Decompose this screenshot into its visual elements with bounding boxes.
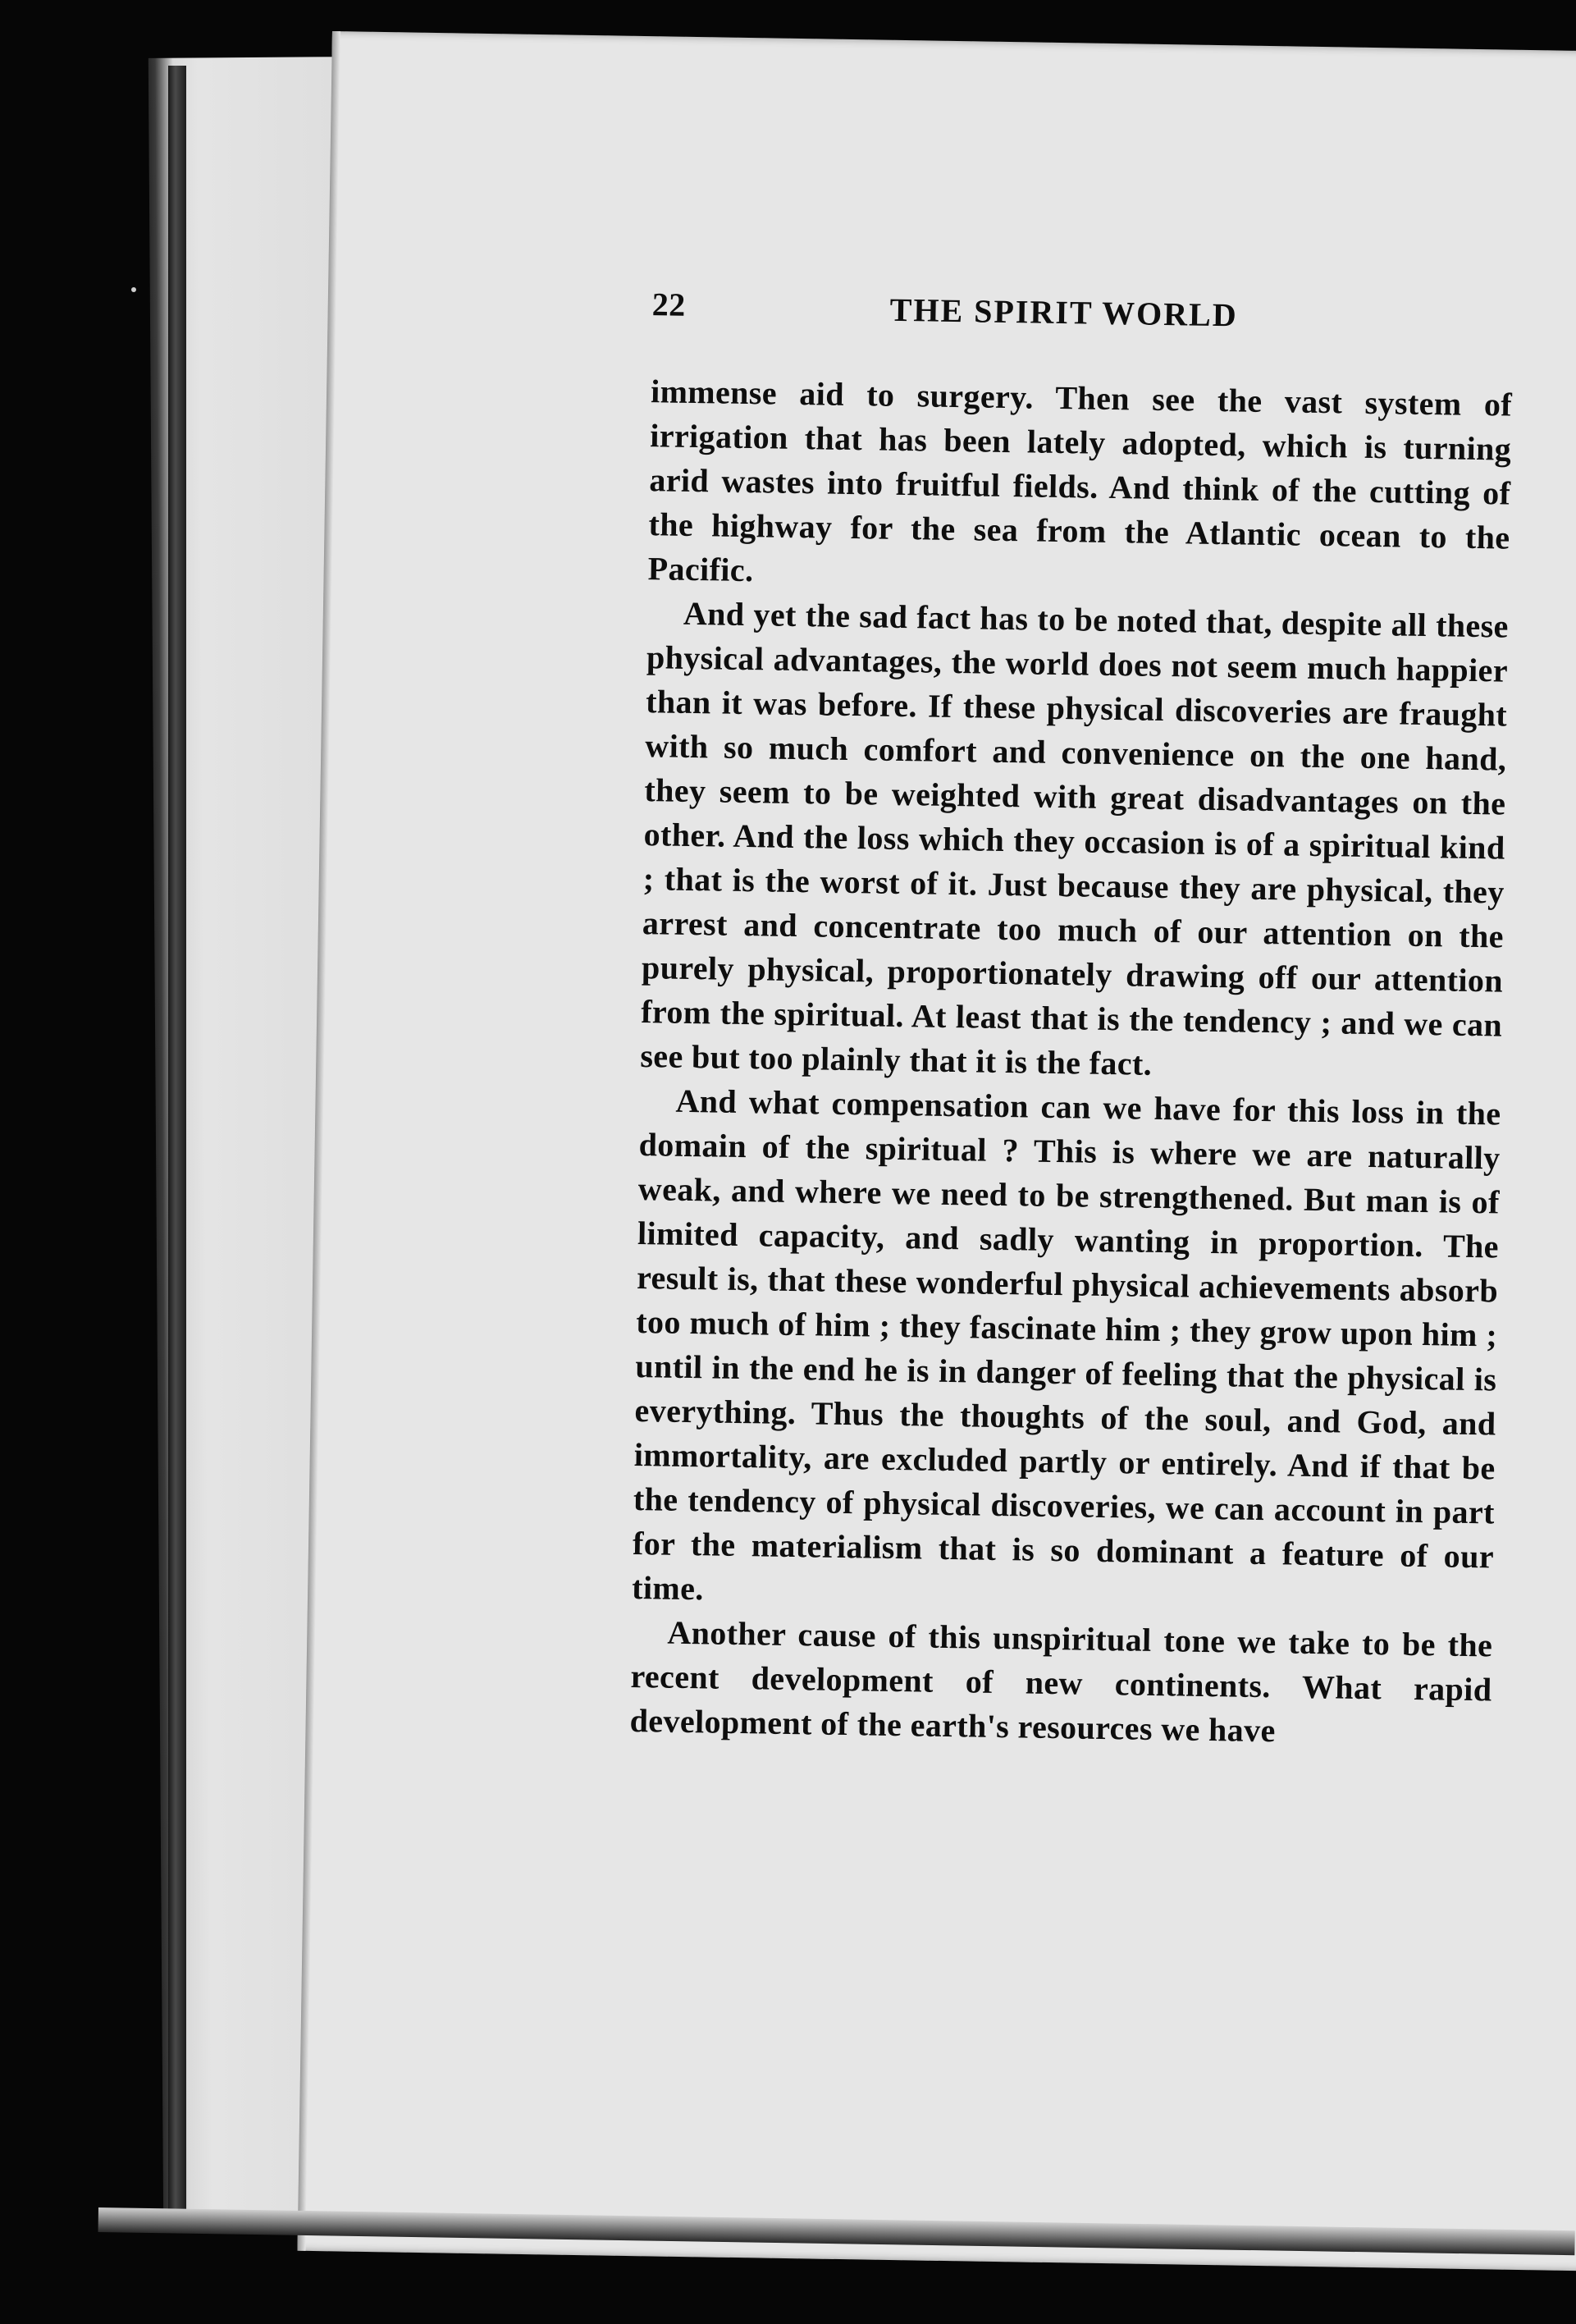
dust-speck xyxy=(131,287,136,292)
paragraph: And yet the sad fact has to be noted that, despite all these physical advantages, the world does not seem much happier than it was before. If these physical discoveries are fraught with so much comfort and convenience on the one hand, they seem to be weighted with great disadvantages on the other. And the loss which they occasion is of a spiritual kind ; that is the worst of it. Just because they are physical, they arrest and concentrate too much of our attention on the purely physical, proportionately drawing off our attention from the spiritual. At least that is the tendency ; and we can see but too plainly that it is the fact. xyxy=(640,594,1510,1082)
book-binding xyxy=(168,66,186,2216)
running-title: THE SPIRIT WORLD xyxy=(889,290,1239,334)
running-head xyxy=(651,282,1514,353)
paragraph: And what compensation can we have for this loss in the domain of the spiritual ? This is where we are naturally weak, and where we need to be strengthened. But man is of limited capacity, and sadly wanting in proportion. The result is, that these wonderful physical achievements absorb too much of him ; they fascinate him ; they grow upon him ; until in the end he is in danger of feeling that the physical is everything. Thus the thoughts of the soul, and God, and immortality, are excluded partly or entirely. And if that be the tendency of physical discoveries, we can account in part for the materialism that is so dominant a feature of our time. xyxy=(631,1082,1501,1608)
paragraph: Another cause of this unspiritual tone we take to be the recent development of new continents. What rapid development of the earth's resources we have xyxy=(629,1613,1493,1750)
paragraph-continued: immense aid to surgery. Then see the vast system of irrigation that has been lately adopted, which is turning arid wastes into fruitful fields. And think of the cutting of the highway for the sea from the Atlantic ocean to the Pacific. xyxy=(647,373,1513,589)
book-page xyxy=(298,31,1576,2271)
page-number: 22 xyxy=(651,286,686,323)
page-text xyxy=(629,282,1514,1756)
